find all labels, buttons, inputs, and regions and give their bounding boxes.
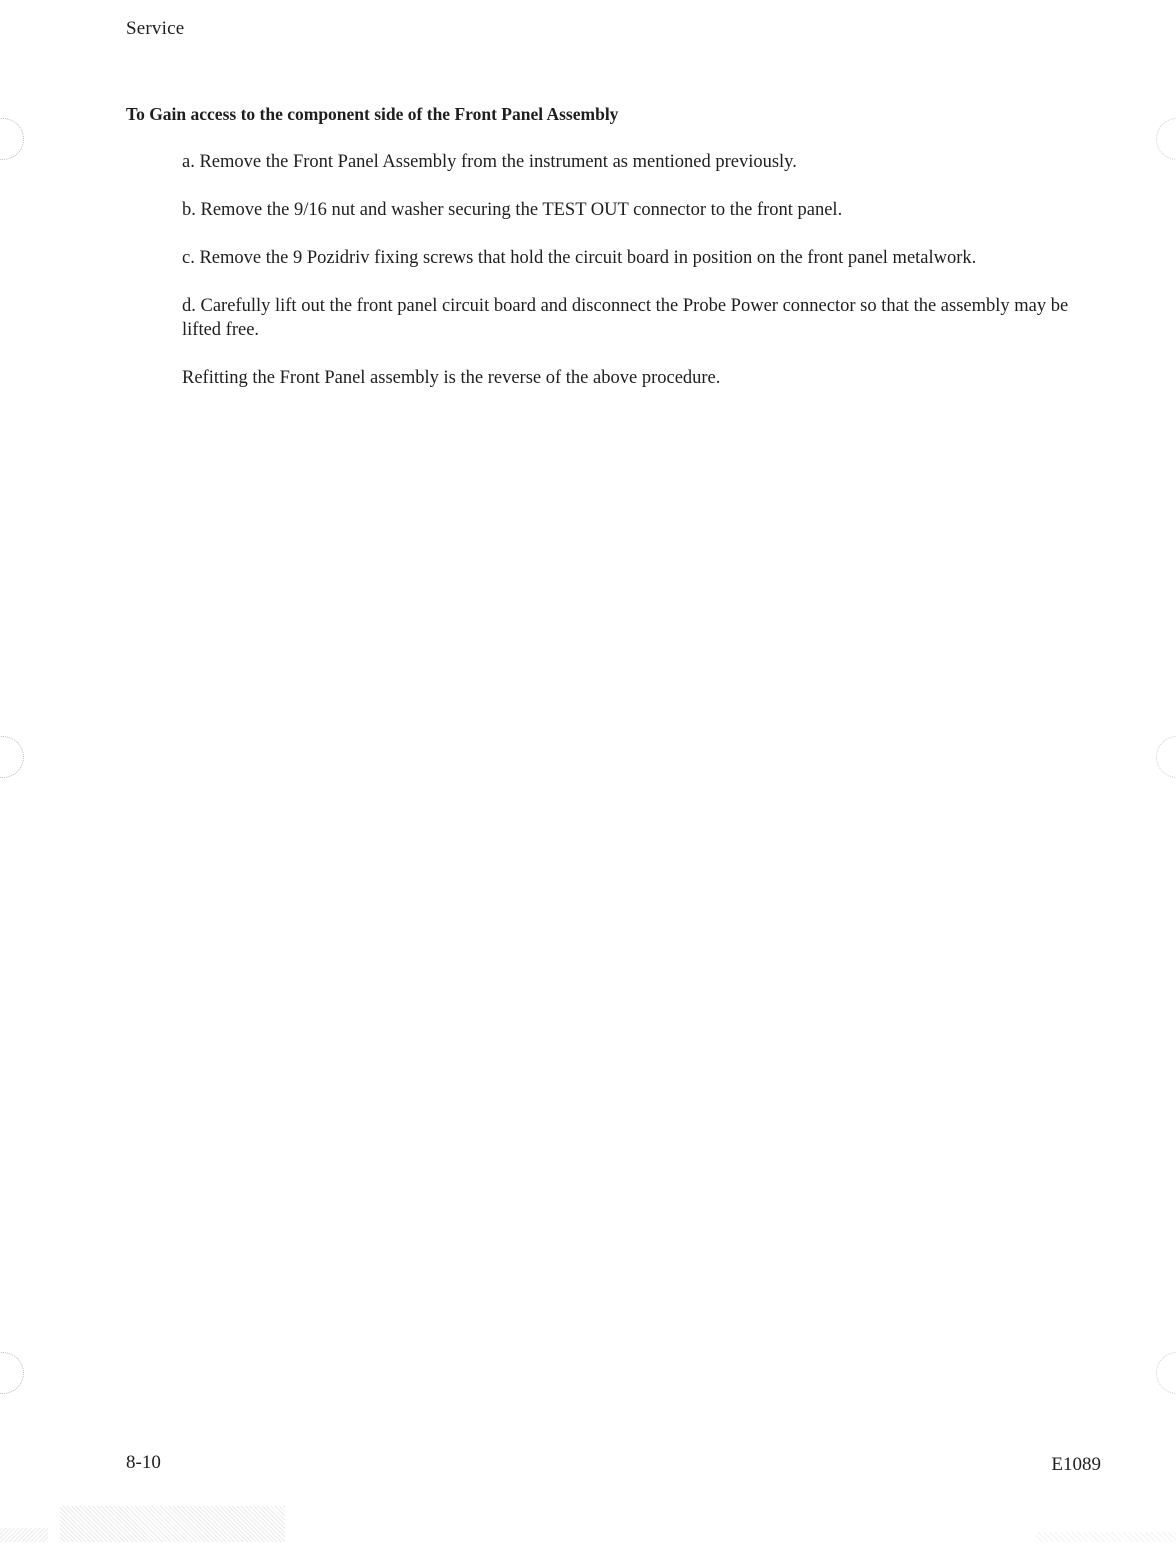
step-a: a. Remove the Front Panel Assembly from the instrument as mentioned previously. bbox=[182, 152, 797, 172]
closing-note: Refitting the Front Panel assembly is the reverse of the above procedure. bbox=[182, 368, 721, 388]
scan-artifact bbox=[0, 1528, 48, 1542]
running-head: Service bbox=[126, 18, 185, 39]
procedure-steps bbox=[182, 150, 1082, 366]
step-b: b. Remove the 9/16 nut and washer securing the TEST OUT connector to the front panel. bbox=[182, 200, 843, 220]
section-heading: To Gain access to the component side of the Front Panel Assembly bbox=[126, 104, 619, 124]
scan-artifact bbox=[1036, 1532, 1176, 1542]
punch-hole-mark bbox=[0, 736, 24, 778]
scan-artifact bbox=[60, 1506, 285, 1542]
step-c: c. Remove the 9 Pozidriv fixing screws that hold the circuit board in position on the front panel metalwork. bbox=[182, 248, 977, 268]
document-code: E1089 bbox=[1051, 1454, 1101, 1475]
punch-hole-mark bbox=[1156, 118, 1176, 160]
page-number: 8-10 bbox=[126, 1452, 161, 1473]
punch-hole-mark bbox=[0, 1352, 24, 1394]
step-d: d. Carefully lift out the front panel circuit board and disconnect the Probe Power connector so that the assembly may be lifted free. bbox=[182, 296, 1069, 340]
punch-hole-mark bbox=[1156, 736, 1176, 778]
punch-hole-mark bbox=[0, 118, 24, 160]
punch-hole-mark bbox=[1156, 1352, 1176, 1394]
